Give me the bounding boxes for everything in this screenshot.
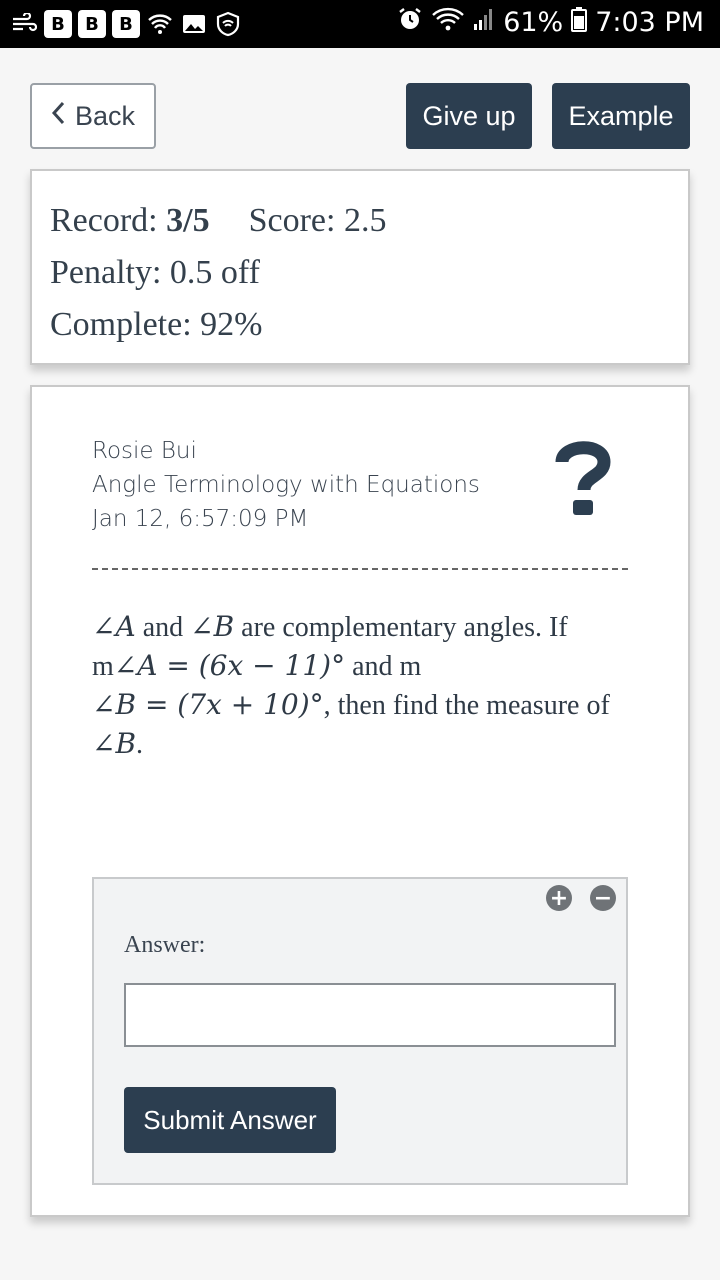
record-score-line: [50, 195, 670, 247]
help-question-icon[interactable]: [552, 438, 614, 518]
stats-panel: [30, 169, 690, 365]
wind-icon: [10, 10, 38, 38]
math-angle-b: ∠B: [92, 727, 137, 760]
problem-text-fragment: and m: [345, 651, 422, 682]
image-icon: [180, 10, 208, 38]
timestamp: Jan 12, 6:57:09 PM: [92, 506, 309, 532]
record-value: 3/5: [166, 202, 210, 239]
give-up-button[interactable]: Give up: [406, 83, 532, 149]
math-angle-b: ∠B: [190, 610, 235, 643]
math-angle-a: ∠A: [92, 610, 136, 643]
notification-b-icon: B: [78, 10, 106, 38]
status-right: [397, 6, 704, 39]
topic-title: Angle Terminology with Equations: [92, 472, 480, 498]
shield-wifi-icon: [214, 10, 242, 38]
notification-b-icon: B: [44, 10, 72, 38]
status-bar: [0, 0, 720, 48]
problem-text-fragment: and: [135, 612, 191, 643]
battery-icon: [571, 6, 587, 39]
chevron-left-icon: [51, 101, 65, 132]
record-label: Record:: [50, 202, 158, 239]
question-meta: [92, 434, 480, 536]
signal-icon: [473, 6, 495, 39]
alarm-icon: [397, 6, 423, 39]
submit-answer-button[interactable]: Submit Answer: [124, 1087, 336, 1153]
complete-line: Complete: 92%: [50, 306, 263, 343]
battery-percent: 61%: [503, 7, 564, 38]
wifi-settings-icon: [146, 10, 174, 38]
score-value: 2.5: [343, 202, 387, 239]
answer-input[interactable]: [124, 983, 616, 1047]
back-button[interactable]: [30, 83, 156, 149]
problem-text-fragment: .: [136, 729, 144, 760]
problem-text-fragment: , then find the measure of: [323, 690, 610, 721]
example-button[interactable]: Example: [552, 83, 690, 149]
student-name: Rosie Bui: [92, 438, 197, 464]
penalty-line: Penalty: 0.5 off: [50, 254, 260, 291]
status-left-icons: [10, 10, 242, 38]
plus-icon[interactable]: +: [546, 885, 572, 911]
score-label: Score:: [248, 202, 336, 239]
divider: [92, 568, 628, 570]
back-label: Back: [74, 100, 136, 131]
minus-icon[interactable]: −: [590, 885, 616, 911]
problem-text: [92, 608, 632, 764]
math-expression-b: ∠B = (7x + 10)°: [92, 688, 324, 721]
problem-text-fragment: m: [92, 651, 114, 682]
clock-time: 7:03 PM: [595, 7, 704, 38]
notification-b-icon: B: [112, 10, 140, 38]
answer-label: Answer:: [124, 932, 206, 958]
math-expression-a: ∠A = (6x − 11)°: [113, 649, 346, 682]
wifi-icon: [431, 6, 465, 39]
problem-text-fragment: are complementary angles. If: [234, 612, 568, 643]
